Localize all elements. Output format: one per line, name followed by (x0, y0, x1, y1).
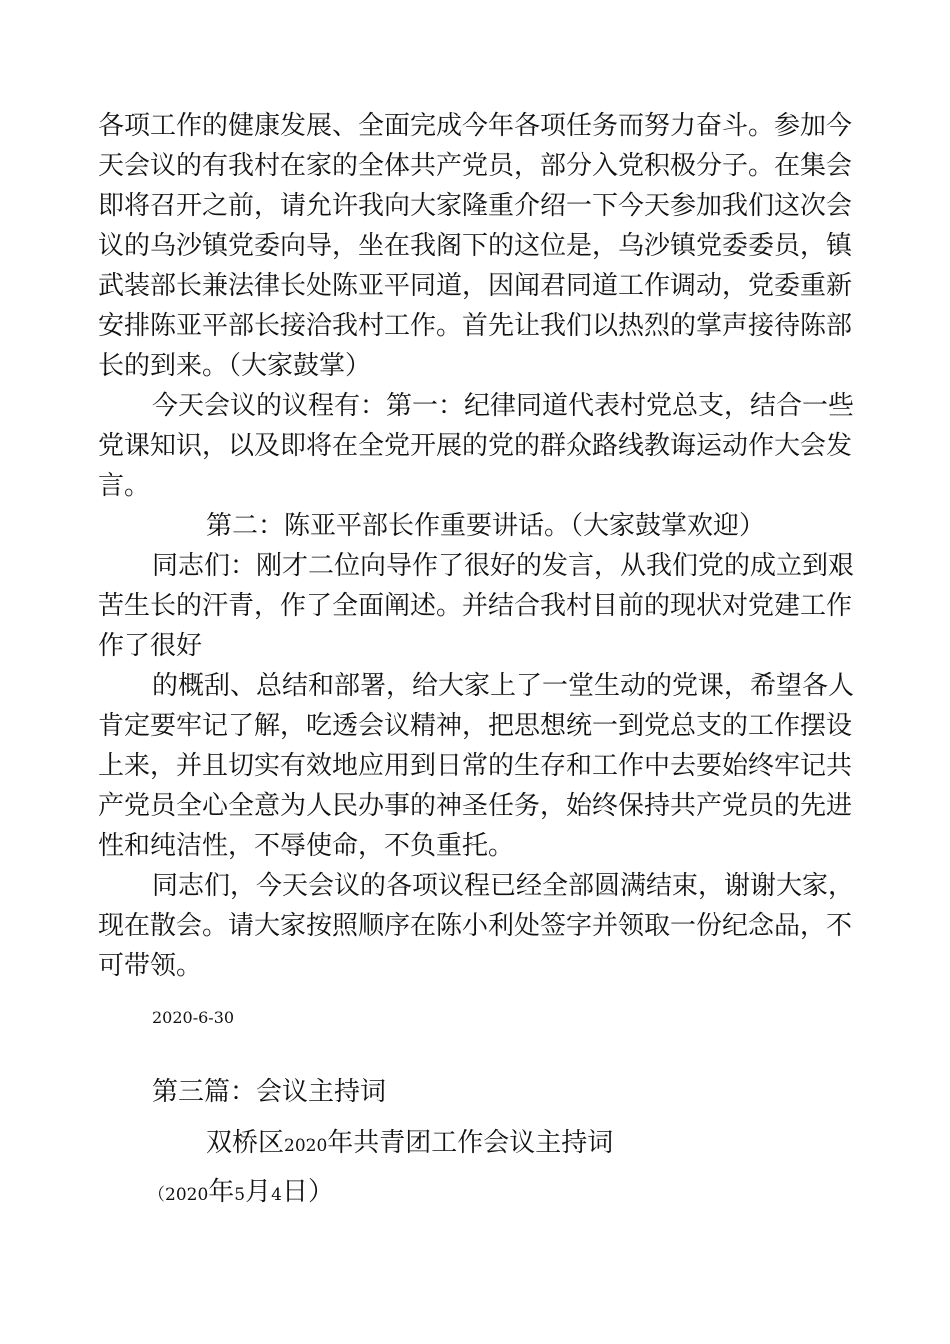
subtitle-suffix: 年共青团工作会议主持词 (327, 1128, 614, 1158)
section-title: 第三篇：会议主持词 (152, 1077, 387, 1107)
meeting-date-open: （ (148, 1185, 165, 1205)
meeting-date-month: 5 (234, 1185, 246, 1205)
meeting-date-nian: 年 (208, 1177, 235, 1207)
paragraph-intro: 各项工作的健康发展、全面完成今年各项任务而努力奋斗。参加今天会议的有我村在家的全体共产党员，部分入党积极分子。在集会即将召开之前，请允许我向大家隆重介绍一下今天参加我们这次会议的乌沙镇党委向导，坐在我阁下的这位是，乌沙镇党委委员，镇武装部长兼法律长处陈亚平同道，因闻君同道工作调动，党委重新安排陈亚平部长接洽我村工作。首先让我们以热烈的掌声接待陈部长的到来。（大家鼓掌） (98, 111, 853, 381)
paragraph-summary: 的概刮、总结和部署，给大家上了一堂生动的党课，希望各人肯定要牢记了解，吃透会议精神，把思想统一到党总支的工作摆设上来，并且切实有效地应用到日常的生存和工作中去要始终牢记共产党员全心全意为人民办事的神圣任务，始终保持共产党员的先进性和纯洁性，不辱使命，不负重托。 (98, 671, 855, 861)
meeting-date-yue: 月 (245, 1177, 272, 1207)
subtitle-prefix: 双桥区 (206, 1128, 285, 1158)
paragraph-closing: 同志们，今天会议的各项议程已经全部圆满结束，谢谢大家，现在散会。请大家按照顺序在陈小利处签字并领取一份纪念品，不可带领。 (98, 871, 855, 981)
paragraph-agenda-second: 第二：陈亚平部长作重要讲话。（大家鼓掌欢迎） (206, 511, 766, 541)
document-date: 2020-6-30 (152, 1008, 235, 1027)
paragraph-agenda: 今天会议的议程有：第一：纪律同道代表村党总支，结合一些党课知识，以及即将在全党开展的党的群众路线教诲运动作大会发言。 (98, 391, 855, 501)
paragraph-comrades: 同志们：刚才二位向导作了很好的发言，从我们党的成立到艰苦生长的汗青，作了全面阐述。并结合我村目前的现状对党建工作作了很好 (98, 551, 855, 661)
subtitle-year: 2020 (284, 1136, 328, 1156)
subtitle (206, 1123, 613, 1166)
meeting-date-year: 2020 (165, 1185, 209, 1205)
meeting-date-ri: 日） (281, 1177, 334, 1207)
meeting-date-day: 4 (271, 1185, 282, 1205)
meeting-date (148, 1172, 334, 1215)
